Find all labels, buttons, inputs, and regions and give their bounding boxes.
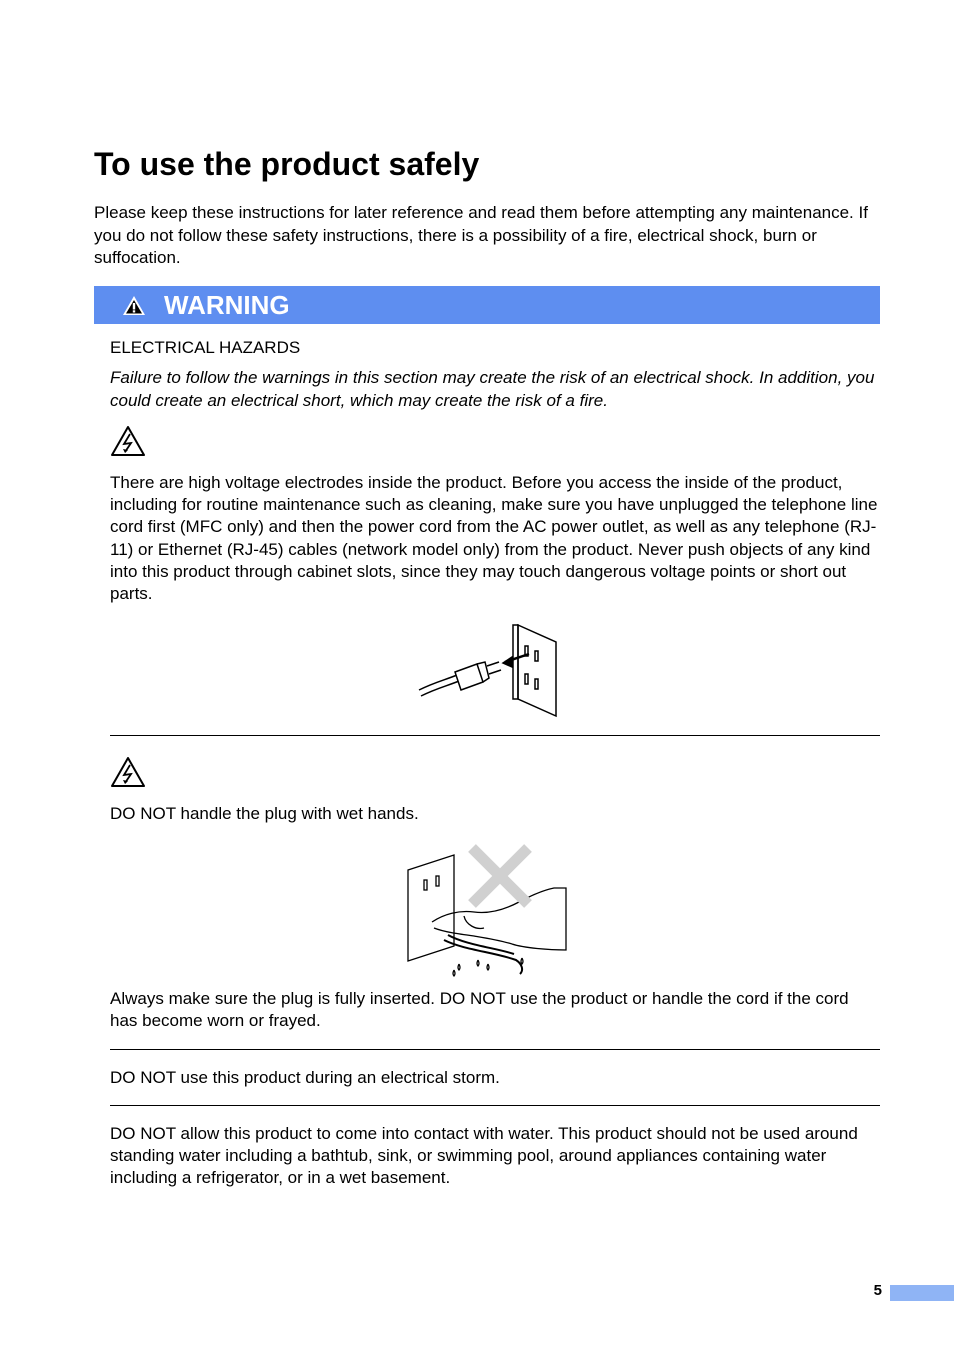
wet-hands-warning-text: DO NOT handle the plug with wet hands. xyxy=(110,804,419,823)
divider xyxy=(110,1049,880,1050)
wet-hand-plug-prohibited-illustration xyxy=(404,840,574,980)
divider xyxy=(110,1105,880,1106)
page-title: To use the product safely xyxy=(94,146,480,182)
unplug-from-outlet-illustration xyxy=(415,620,560,720)
intro-paragraph: Please keep these instructions for later reference and read them before attempting any maintenance. If you do not follow these safety instructions, there is a possibility of a fire, electrical shock, burn or suffocation. xyxy=(94,203,868,267)
plug-inserted-warning-text: Always make sure the plug is fully inserted. DO NOT use the product or handle the cord if the cord has become worn or frayed. xyxy=(110,989,849,1031)
warning-triangle-icon xyxy=(122,295,146,316)
section-heading: ELECTRICAL HAZARDS xyxy=(110,338,301,357)
electrical-hazard-icon xyxy=(110,756,146,788)
divider xyxy=(110,735,880,736)
electrical-storm-warning-text: DO NOT use this product during an electrical storm. xyxy=(110,1068,500,1087)
warning-label: WARNING xyxy=(164,290,290,320)
page-tab xyxy=(890,1285,954,1301)
page-number: 5 xyxy=(873,1282,882,1299)
high-voltage-warning-text: There are high voltage electrodes inside the product. Before you access the inside of the product, including for routine maintenance such as cleaning, make sure you have unplugged the telephone line cord first (MFC only) and then the power cord from the AC power outlet, as well as any telephone (RJ-11) or Ethernet (RJ-45) cables (network model only) from the product. Never push objects of any kind into this product through cabinet slots, since they may touch dangerous voltage points or short out parts. xyxy=(110,473,878,604)
warning-banner xyxy=(94,286,880,324)
section-description: Failure to follow the warnings in this section may create the risk of an electrical shock. In addition, you could create an electrical short, which may create the risk of a fire. xyxy=(110,368,875,410)
electrical-hazard-icon xyxy=(110,425,146,457)
water-contact-warning-text: DO NOT allow this product to come into contact with water. This product should not be used around standing water including a bathtub, sink, or swimming pool, around appliances containing water including a refrigerator, or in a wet basement. xyxy=(110,1124,858,1188)
